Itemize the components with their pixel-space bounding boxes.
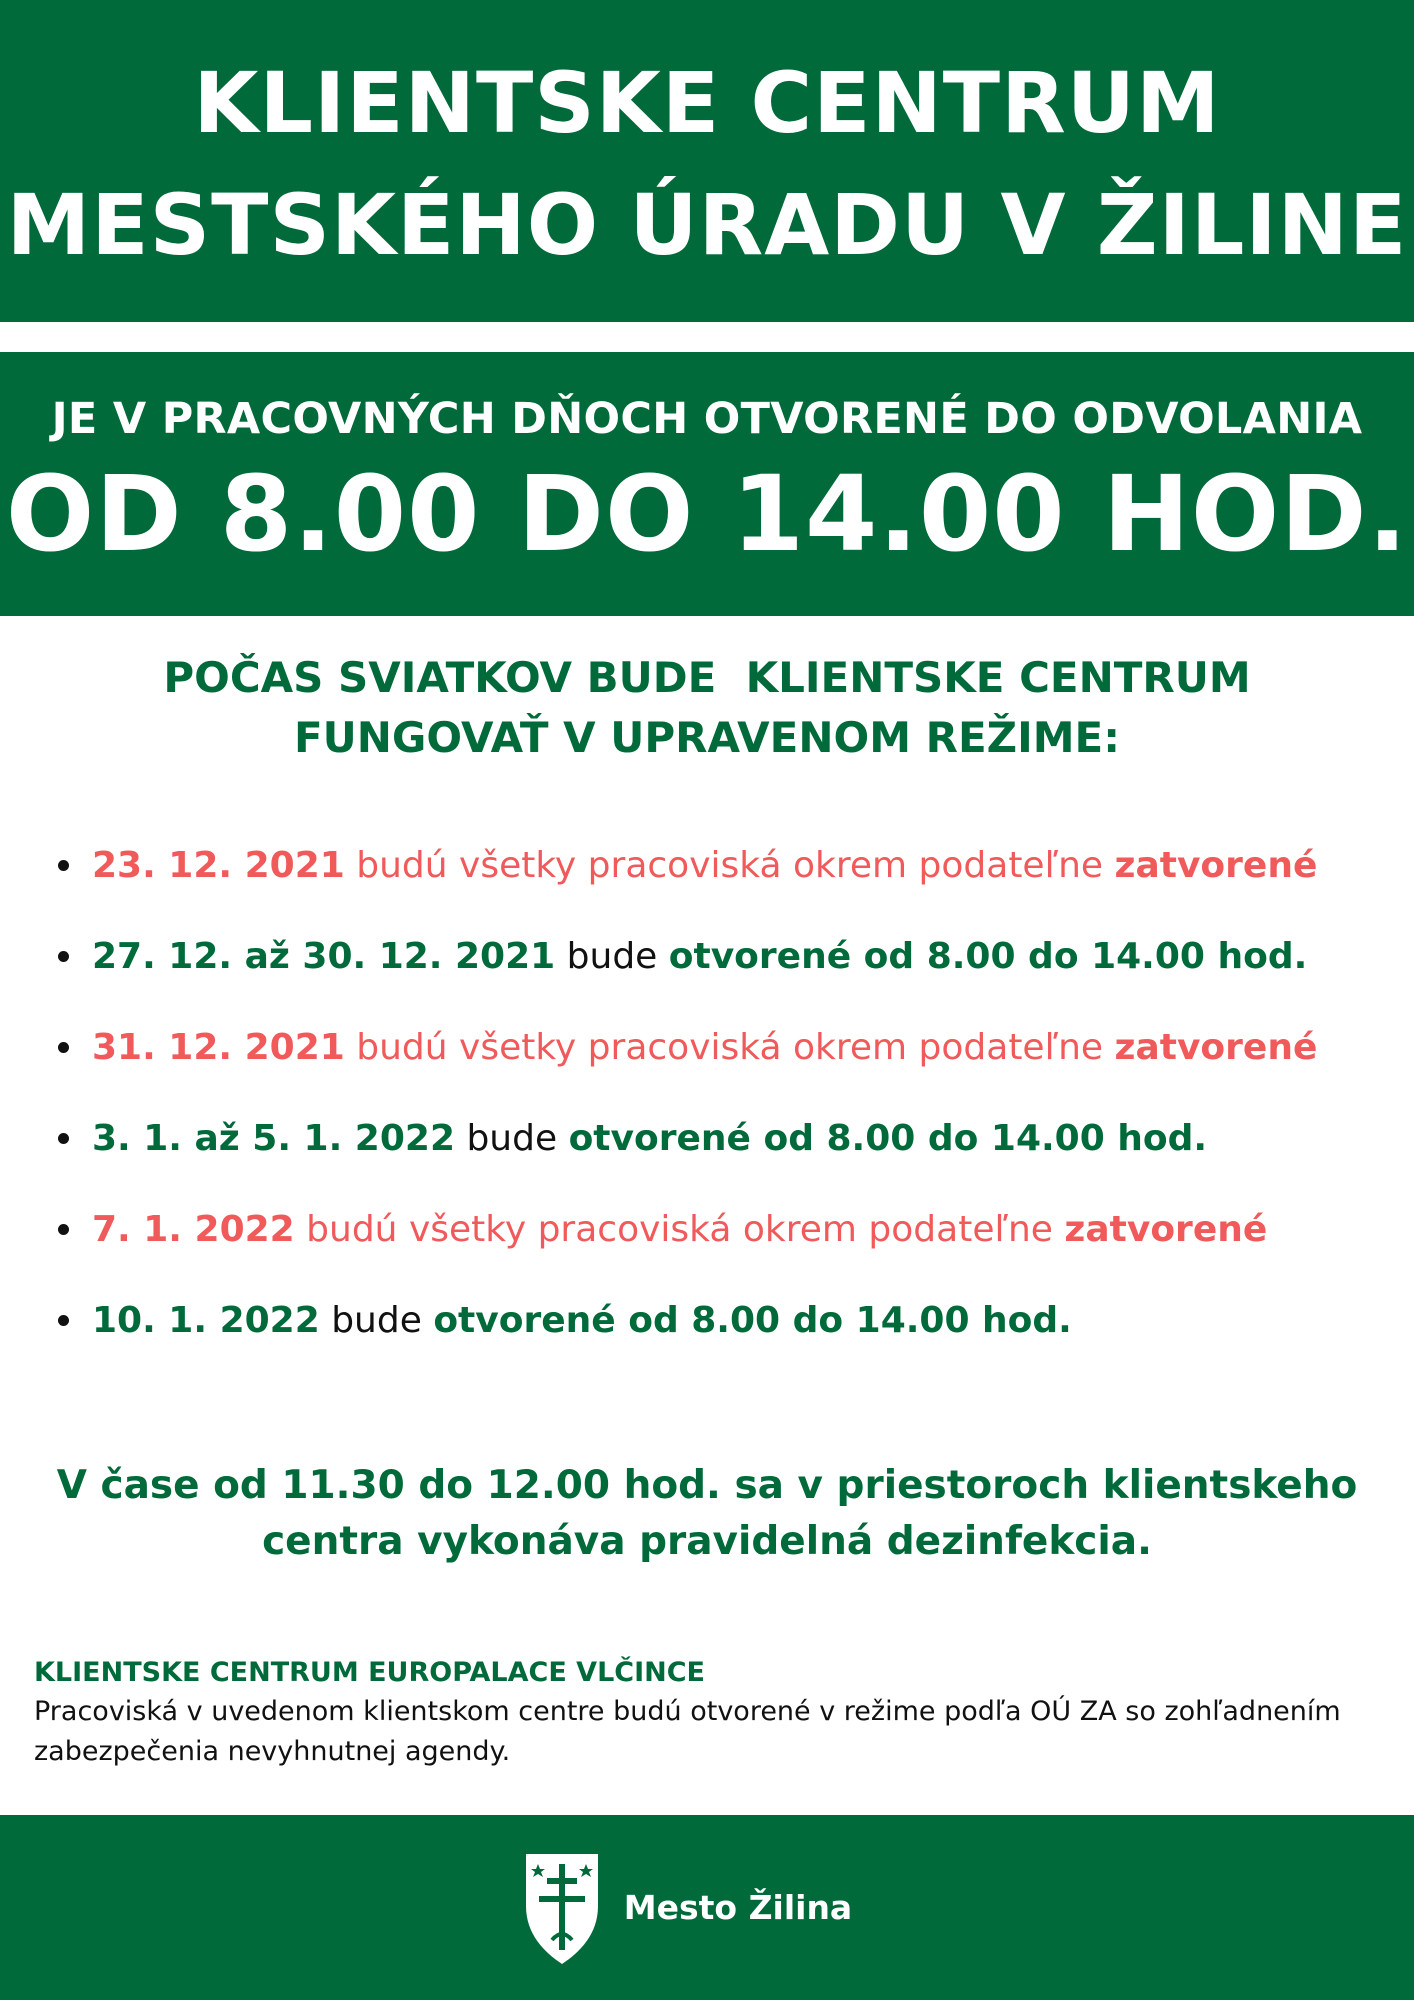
schedule-item [56, 842, 1396, 933]
schedule-status: zatvorené [1064, 1209, 1268, 1250]
schedule-text: bude [555, 936, 669, 977]
schedule-date: 23. 12. 2021 [92, 845, 345, 886]
hours-subtitle: JE V PRACOVNÝCH DŇOCH OTVORENÉ DO ODVOLANIA [51, 394, 1363, 444]
bullet-icon [58, 860, 69, 871]
europalace-title: KLIENTSKE CENTRUM EUROPALACE VLČINCE [34, 1657, 705, 1688]
schedule-status: otvorené od 8.00 do 14.00 hod. [568, 1118, 1208, 1159]
schedule-status: otvorené od 8.00 do 14.00 hod. [433, 1300, 1072, 1341]
hours-time: OD 8.00 DO 14.00 HOD. [5, 453, 1409, 575]
holiday-heading [0, 648, 1414, 768]
schedule-item [56, 933, 1396, 1024]
schedule-date: 10. 1. 2022 [92, 1300, 320, 1341]
holiday-schedule-list [56, 842, 1396, 1388]
schedule-status: otvorené od 8.00 do 14.00 hod. [668, 936, 1308, 977]
schedule-text: bude [455, 1118, 569, 1159]
schedule-item [56, 1024, 1396, 1115]
schedule-date: 31. 12. 2021 [92, 1027, 345, 1068]
hours-banner [0, 352, 1414, 616]
brand-logo [522, 1848, 852, 1968]
disinfection-line-2: centra vykonáva pravidelná dezinfekcia. [262, 1519, 1152, 1564]
header-title-line-1: KLIENTSKE CENTRUM [193, 54, 1221, 152]
schedule-text: budú všetky pracoviská okrem podateľne [344, 845, 1115, 886]
schedule-status: zatvorené [1114, 1027, 1318, 1068]
schedule-text: bude [319, 1300, 434, 1341]
bullet-icon [58, 1224, 69, 1235]
bullet-icon [58, 1133, 69, 1144]
europalace-note [34, 1654, 1394, 1772]
disinfection-note [0, 1458, 1414, 1570]
schedule-status: zatvorené [1114, 845, 1318, 886]
holiday-heading-line-1: POČAS SVIATKOV BUDE KLIENTSKE CENTRUM [163, 653, 1251, 702]
europalace-text-line-2: zabezpečenia nevyhnutnej agendy. [34, 1736, 511, 1767]
schedule-item [56, 1297, 1396, 1388]
bullet-icon [58, 1042, 69, 1053]
brand-name: Mesto Žilina [623, 1888, 853, 1927]
europalace-text-line-1: Pracoviská v uvedenom klientskom centre budú otvorené v režime podľa OÚ ZA so zohľadnením [34, 1696, 1341, 1727]
schedule-date: 7. 1. 2022 [92, 1209, 295, 1250]
header-title-line-2: MESTSKÉHO ÚRADU V ŽILINE [6, 176, 1408, 274]
holiday-heading-line-2: FUNGOVAŤ V UPRAVENOM REŽIME: [293, 713, 1121, 762]
zilina-coat-of-arms-icon [522, 1848, 602, 1968]
disinfection-line-1: V čase od 11.30 do 12.00 hod. sa v priestoroch klientskeho [56, 1463, 1358, 1508]
schedule-date: 3. 1. až 5. 1. 2022 [92, 1118, 456, 1159]
bullet-icon [58, 1315, 69, 1326]
bullet-icon [58, 951, 69, 962]
footer-banner [0, 1815, 1414, 2000]
schedule-item [56, 1115, 1396, 1206]
schedule-date: 27. 12. až 30. 12. 2021 [92, 936, 556, 977]
schedule-item [56, 1206, 1396, 1297]
schedule-text: budú všetky pracoviská okrem podateľne [344, 1027, 1115, 1068]
schedule-text: budú všetky pracoviská okrem podateľne [294, 1209, 1065, 1250]
header-banner [0, 0, 1414, 322]
